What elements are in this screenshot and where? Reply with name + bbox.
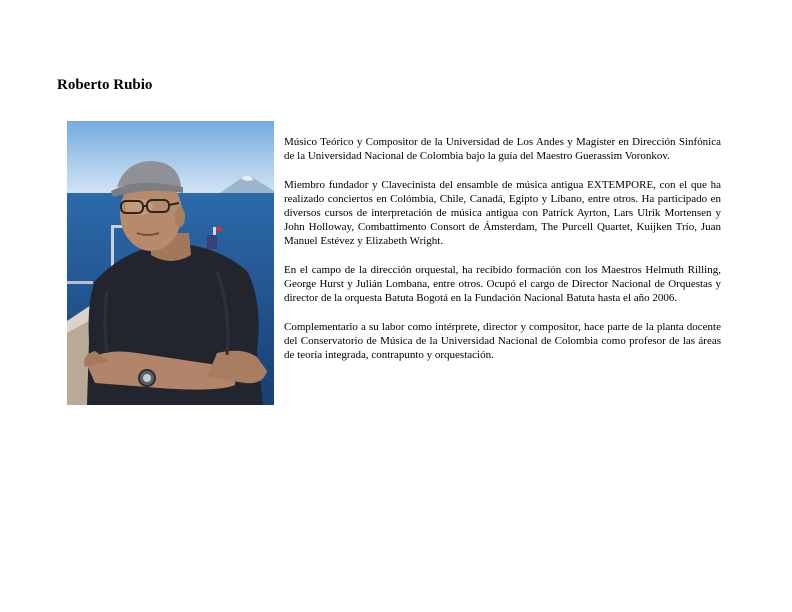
portrait-photo [67,121,274,405]
bio-paragraph: Complementario a su labor como intérprete, director y compositor, hace parte de la planta docente del Conservatorio de Música de la Universidad Nacional de Colombia como profesor de las áreas de teoría integrada, contrapunto y orquestación. [284,321,721,361]
page-title: Roberto Rubio [57,77,153,93]
bio-text [284,135,721,377]
bio-paragraph: Músico Teórico y Compositor de la Universidad de Los Andes y Magíster en Dirección Sinfónica de la Universidad Nacional de Colombia bajo la guía del Maestro Guerassim Voronkov. [284,136,721,162]
bio-paragraph: Miembro fundador y Clavecinista del ensamble de música antigua EXTEMPORE, con el que ha realizado conciertos en Colómbia, Chile, Canadá, Egipto y Líbano, entre otros. Ha participado en diversos cursos de interpretación de música antigua con Patrick Ayrton, Lars Ulrik Mortensen y John Holloway, Combattimento Consort de Ámsterdam, The Purcell Quartet, Kuijken Trío, Juan Manuel Estévez y Elizabeth Wright. [284,179,721,247]
bio-paragraph: En el campo de la dirección orquestal, ha recibido formación con los Maestros Helmuth Rilling, George Hurst y Julián Lombana, entre otros. Ocupó el cargo de Director Nacional de Orquestas y director de la orquesta Batuta Bogotá en la Fundación Nacional Batuta hasta el año 2006. [284,264,721,304]
